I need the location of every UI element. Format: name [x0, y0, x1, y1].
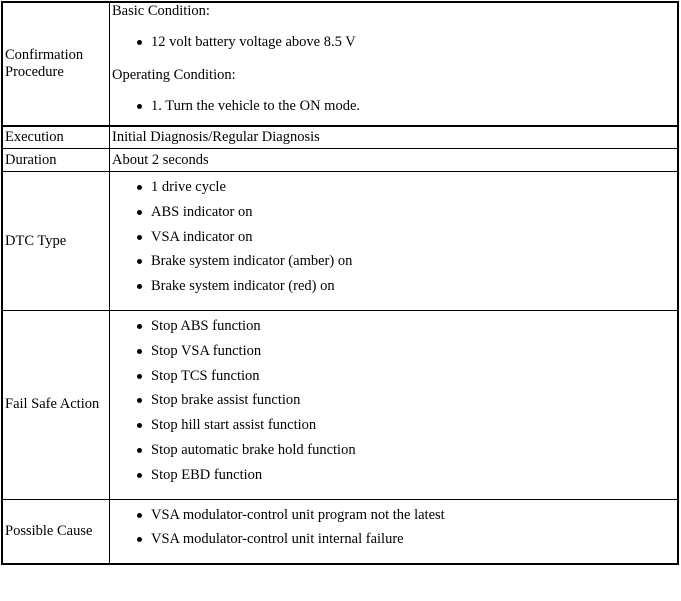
list-item: Stop automatic brake hold function	[136, 438, 677, 463]
row-dtc-type	[2, 172, 678, 311]
dtc-spec-table	[1, 1, 679, 565]
basic-condition-title: Basic Condition:	[112, 3, 210, 19]
basic-condition-list	[112, 20, 677, 67]
row-confirmation	[2, 2, 678, 126]
list-item: Stop brake assist function	[136, 388, 677, 413]
execution-label: Execution	[2, 126, 110, 149]
list-item: 1. Turn the vehicle to the ON mode.	[136, 94, 677, 119]
confirmation-label: Confirmation Procedure	[2, 2, 110, 126]
possible-cause-label: Possible Cause	[2, 499, 110, 564]
list-item: Brake system indicator (amber) on	[136, 249, 677, 274]
dtc-type-list	[112, 172, 677, 310]
list-item: ABS indicator on	[136, 200, 677, 225]
dtc-type-label: DTC Type	[2, 172, 110, 311]
operating-condition-list	[112, 84, 677, 125]
list-item: VSA indicator on	[136, 225, 677, 250]
list-item: VSA modulator-control unit internal failure	[136, 527, 677, 552]
list-item: Stop VSA function	[136, 339, 677, 364]
row-duration	[2, 149, 678, 172]
list-item: Stop ABS function	[136, 314, 677, 339]
operating-condition-title: Operating Condition:	[112, 66, 236, 83]
list-item: Stop TCS function	[136, 364, 677, 389]
fail-safe-label: Fail Safe Action	[2, 311, 110, 500]
dtc-type-value	[110, 172, 679, 311]
possible-cause-value	[110, 499, 679, 564]
list-item: Stop hill start assist function	[136, 413, 677, 438]
row-fail-safe	[2, 311, 678, 500]
fail-safe-list	[112, 311, 677, 499]
confirmation-value	[110, 2, 679, 126]
fail-safe-value	[110, 311, 679, 500]
row-possible-cause	[2, 499, 678, 564]
duration-value: About 2 seconds	[110, 149, 679, 172]
list-item: Stop EBD function	[136, 463, 677, 488]
execution-value: Initial Diagnosis/Regular Diagnosis	[110, 126, 679, 149]
list-item: VSA modulator-control unit program not the latest	[136, 503, 677, 528]
list-item: 12 volt battery voltage above 8.5 V	[136, 30, 677, 55]
list-item: Brake system indicator (red) on	[136, 274, 677, 299]
row-execution	[2, 126, 678, 149]
list-item: 1 drive cycle	[136, 175, 677, 200]
possible-cause-list	[112, 500, 677, 564]
duration-label: Duration	[2, 149, 110, 172]
